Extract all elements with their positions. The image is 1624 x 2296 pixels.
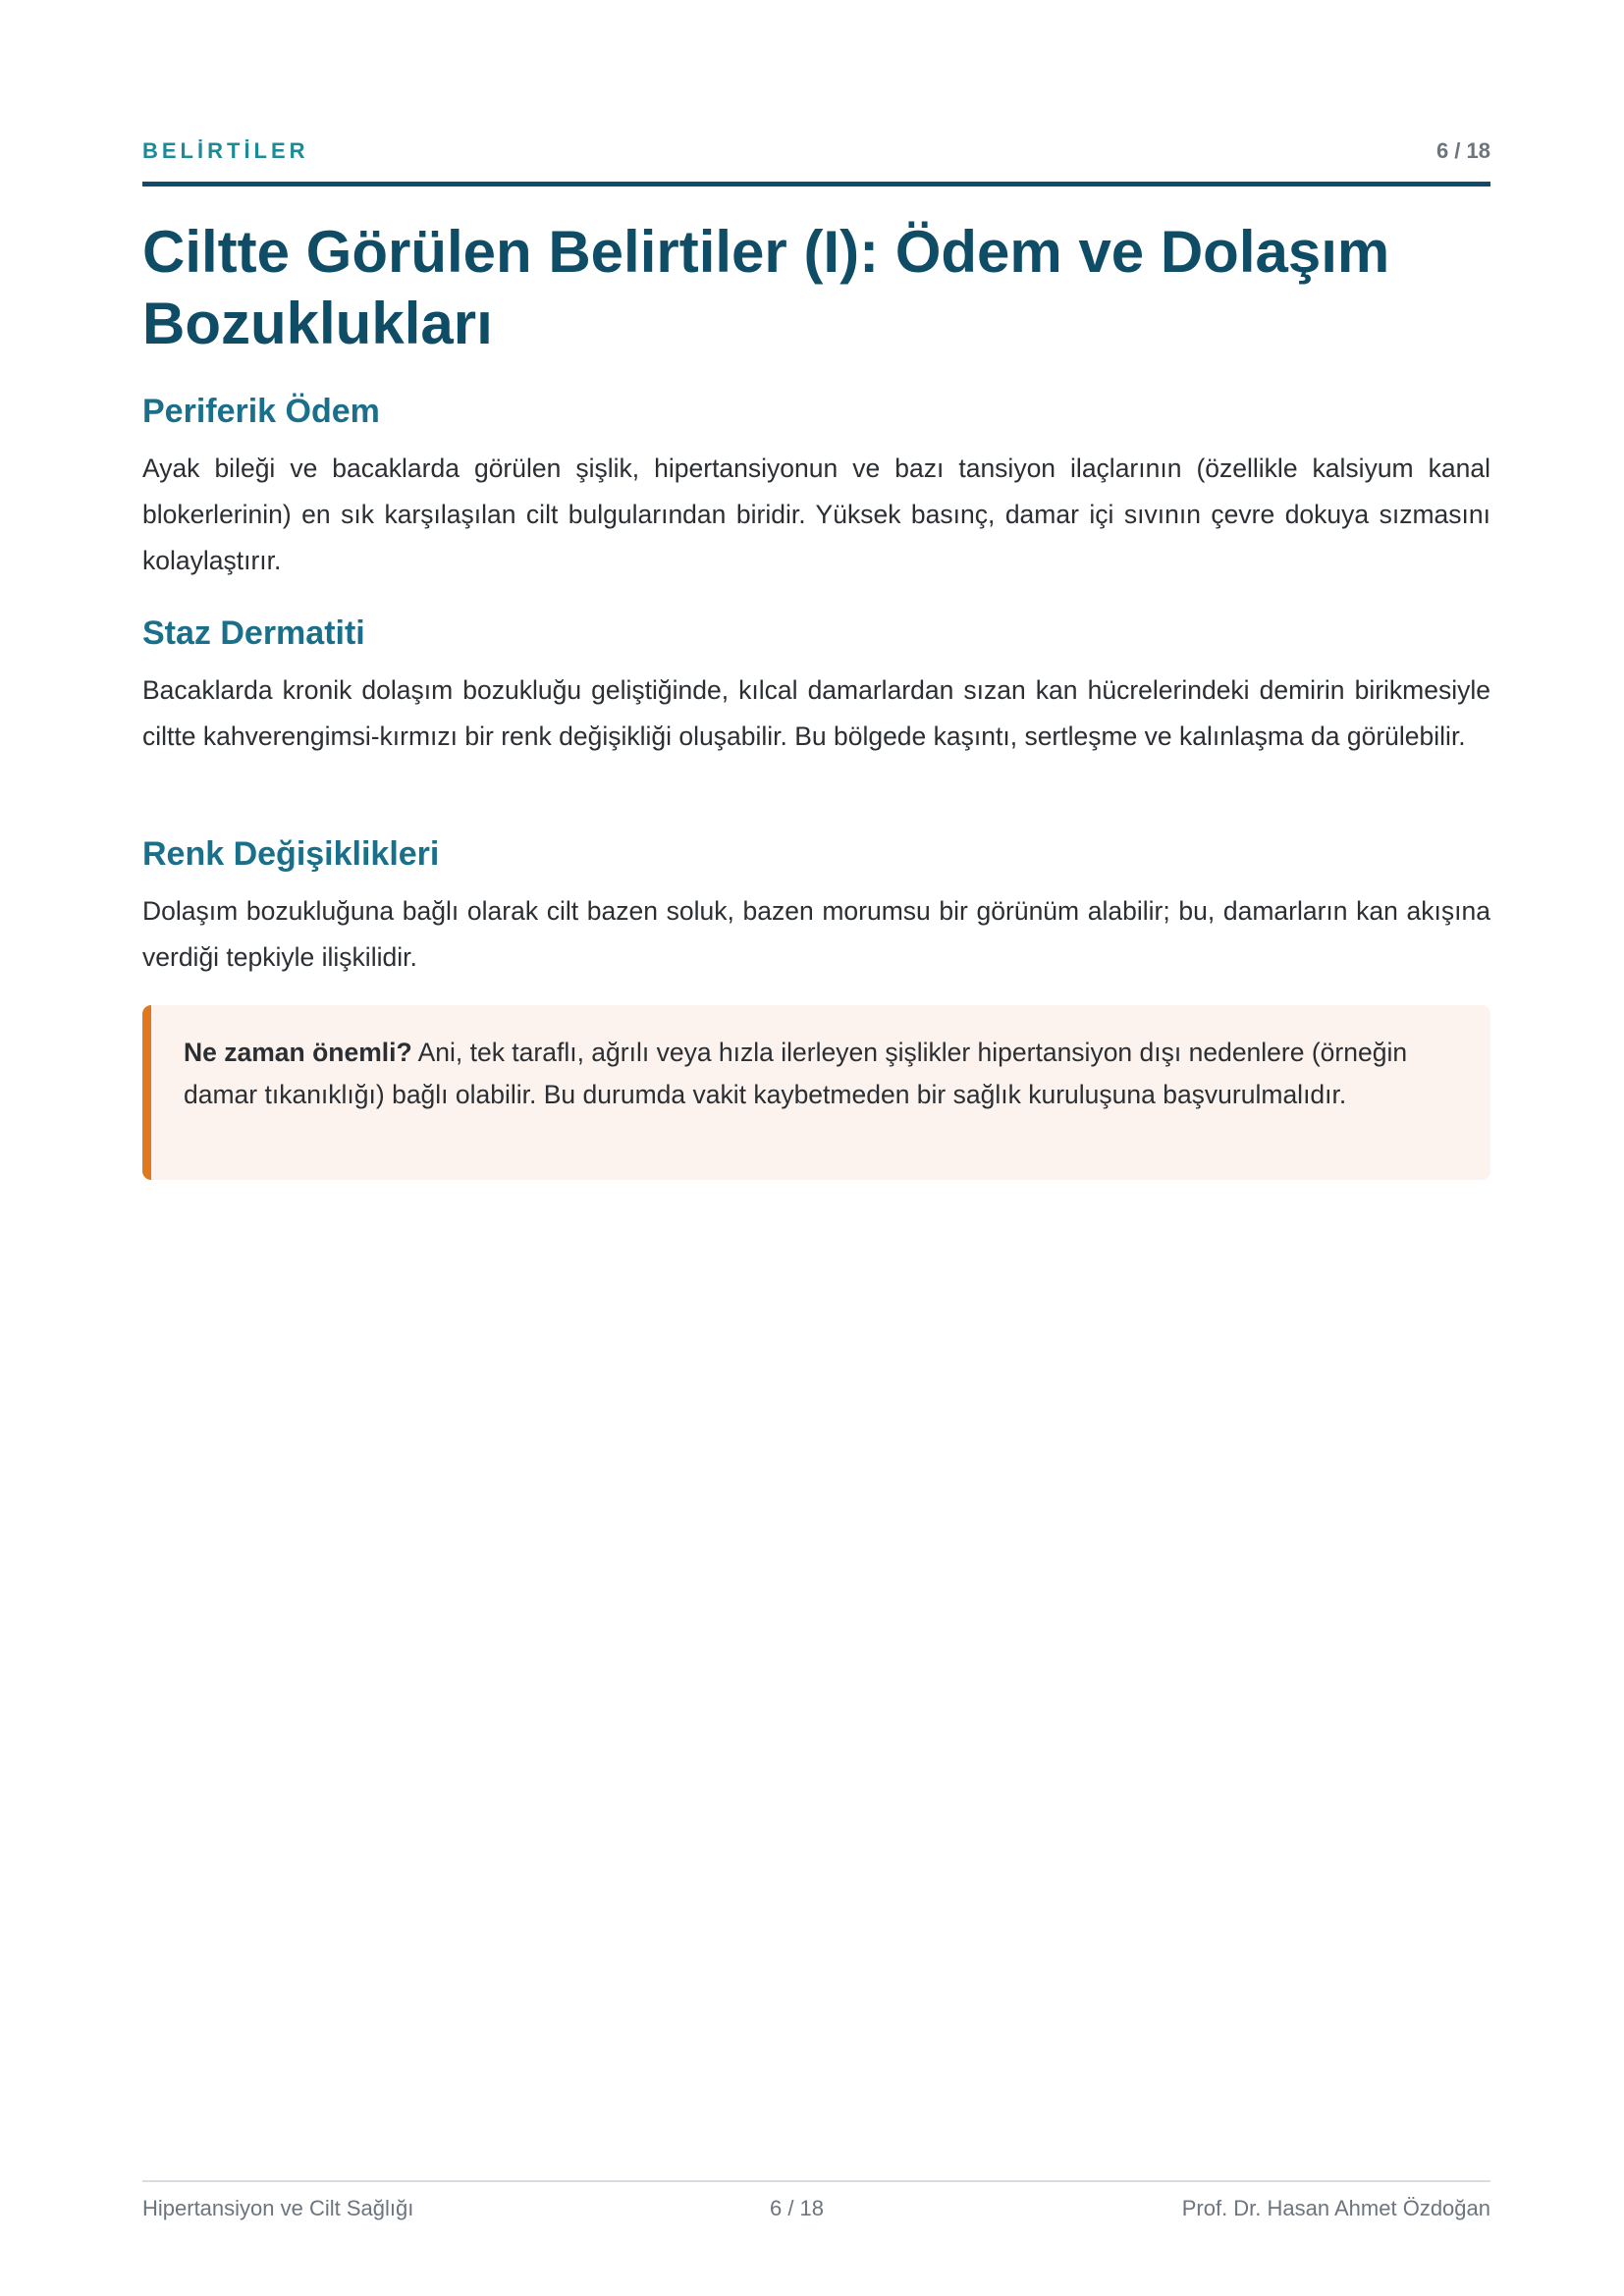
warning-callout — [142, 1005, 1490, 1180]
footer-document-title: Hipertansiyon ve Cilt Sağlığı — [142, 2196, 414, 2220]
footer-divider — [142, 2180, 1490, 2182]
footer-page-number: 6 / 18 — [769, 2196, 825, 2220]
section-text-staz-dermatiti: Bacaklarda kronik dolaşım bozukluğu geliştiğinde, kılcal damarlardan sızan kan hücrelerindeki demirin birikmesiyle ciltte kahverengimsi-kırmızı bir renk değişikliği oluşabilir. Bu bölgede kaşıntı, sertleşme ve kalınlaşma da görülebilir. — [142, 675, 1490, 751]
callout-body: Ani, tek taraflı, ağrılı veya hızla ilerleyen şişlikler hipertansiyon dışı nedenlere (örneğin damar tıkanıklığı) bağlı olabilir. Bu durumda vakit kaybetmeden bir sağlık kuruluşuna başvurulmalıdır. — [184, 1038, 1408, 1109]
section-text-periferik-odem: Ayak bileği ve bacaklarda görülen şişlik, hipertansiyonun ve bazı tansiyon ilaçlarının (özellikle kalsiyum kanal blokerlerinin) en sık karşılaşılan cilt bulgularından biridir. Yüksek basınç, damar içi sıvının çevre dokuya sızmasını kolaylaştırır. — [142, 454, 1490, 575]
section-heading-staz-dermatiti: Staz Dermatiti — [142, 614, 365, 652]
page-header — [142, 138, 1490, 187]
page-title: Ciltte Görülen Belirtiler (I): Ödem ve Dolaşım Bozuklukları — [142, 219, 1390, 356]
callout-text — [184, 1032, 1411, 1116]
section-heading-periferik-odem: Periferik Ödem — [142, 393, 380, 430]
document-page — [142, 0, 1490, 2296]
callout-label: Ne zaman önemli? — [184, 1038, 412, 1067]
footer-author: Prof. Dr. Hasan Ahmet Özdoğan — [1181, 2196, 1490, 2220]
page-counter: 6 / 18 — [1435, 138, 1490, 163]
section-heading-renk-degisiklikleri: Renk Değişiklikleri — [142, 835, 440, 873]
section-label: BELİRTİLER — [142, 138, 309, 163]
section-text-renk-degisiklikleri: Dolaşım bozukluğuna bağlı olarak cilt bazen soluk, bazen morumsu bir görünüm alabilir; bu, damarların kan akışına verdiği tepkiyle ilişkilidir. — [142, 896, 1490, 972]
